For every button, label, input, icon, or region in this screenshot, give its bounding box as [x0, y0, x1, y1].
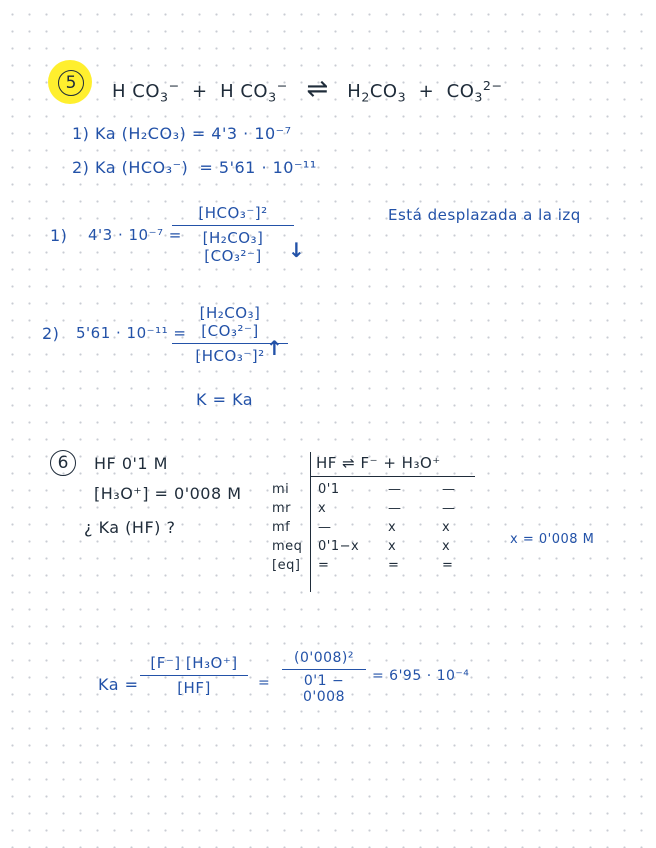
- eq1-label: 1): [50, 226, 68, 245]
- ka-label: Ka =: [98, 675, 139, 694]
- eq1-value: 4'3 · 10⁻⁷ =: [88, 226, 182, 244]
- ka-equals: =: [258, 675, 271, 691]
- table-cell: =: [318, 558, 330, 573]
- eq2-fraction: [H₂CO₃] [CO₃²⁻] [HCO₃⁻]²: [172, 304, 288, 365]
- table-horizontal-line: [310, 476, 475, 477]
- table-cell: x: [388, 539, 397, 554]
- k-relation: K = Ka: [196, 390, 254, 409]
- table-vertical-line: [310, 452, 311, 592]
- eq2-value: 5'61 · 10⁻¹¹ =: [76, 324, 187, 342]
- table-cell: —: [442, 482, 456, 497]
- table-cell: =: [442, 558, 454, 573]
- table-row-label: meq: [272, 539, 303, 554]
- problem-5-number: 5: [58, 70, 84, 96]
- eq1-fraction: [HCO₃⁻]² [H₂CO₃] [CO₃²⁻]: [172, 204, 294, 265]
- problem-6-number: 6: [50, 450, 76, 476]
- ka1-line: 1) Ka (H₂CO₃) = 4'3 · 10⁻⁷: [72, 124, 292, 143]
- table-cell: —: [442, 501, 456, 516]
- table-cell: =: [388, 558, 400, 573]
- table-row-label: mf: [272, 520, 291, 535]
- eq2-label: 2): [42, 324, 60, 343]
- x-value: x = 0'008 M: [510, 532, 595, 547]
- table-cell: 0'1−x: [318, 539, 360, 554]
- ka-fraction-numeric: (0'008)² 0'1 − 0'008: [282, 650, 366, 705]
- h3o-concentration: [H₃O⁺] = 0'008 M: [94, 484, 242, 503]
- table-cell: x: [442, 520, 451, 535]
- table-row-label: mr: [272, 501, 292, 516]
- ka-question: ¿ Ka (HF) ?: [84, 518, 176, 537]
- table-cell: x: [442, 539, 451, 554]
- table-cell: —: [388, 501, 402, 516]
- table-header: HF ⇌ F⁻ + H₃O⁺: [316, 454, 441, 472]
- table-cell: —: [318, 520, 332, 535]
- equilibrium-arrow: ⇌: [306, 74, 329, 104]
- table-row-label: [eq]: [272, 558, 301, 573]
- ka-result: = 6'95 · 10⁻⁴: [372, 668, 470, 684]
- down-arrow-icon: ↓: [288, 238, 305, 262]
- table-cell: x: [388, 520, 397, 535]
- table-cell: —: [388, 482, 402, 497]
- table-cell: x: [318, 501, 327, 516]
- up-arrow-icon: ↑: [266, 336, 283, 360]
- table-row-label: mi: [272, 482, 290, 497]
- hf-concentration: HF 0'1 M: [94, 454, 168, 473]
- table-cell: 0'1: [318, 482, 340, 497]
- displacement-note: Está desplazada a la izq: [388, 206, 581, 224]
- ka-fraction: [F⁻] [H₃O⁺] [HF]: [140, 654, 248, 697]
- reaction-equation: H $CO_3^- + H$ $CO_3^-$ ⇌ $H_2CO_3 + CO_3^{2-}$: [112, 74, 503, 105]
- ka2-line: 2) Ka (HCO₃⁻) = 5'61 · 10⁻¹¹: [72, 158, 317, 177]
